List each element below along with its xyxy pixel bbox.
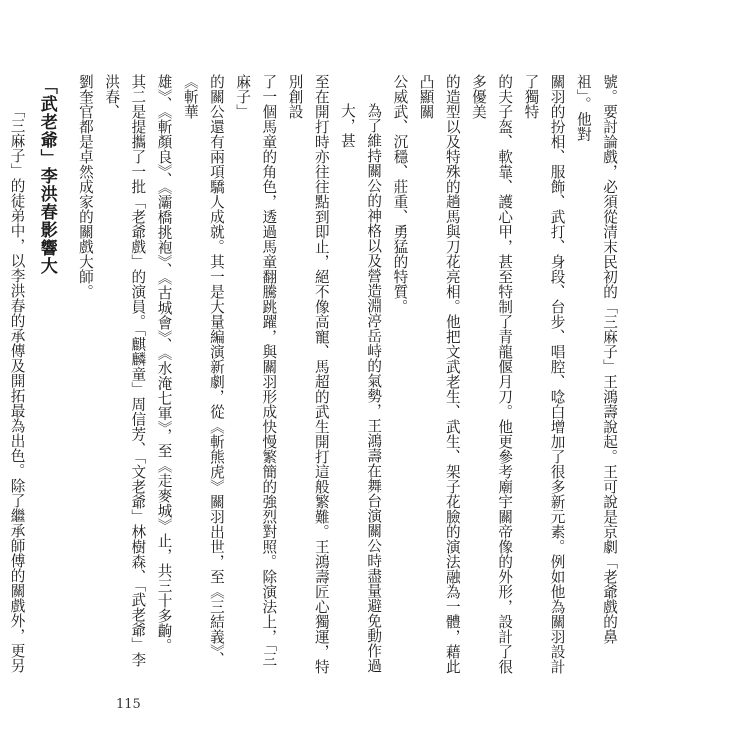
text-column: 的關公還有兩項驕人成就。其一是大量編演新劇，從《斬熊虎》關羽出世，至《三結義》、《斬華 [181, 74, 225, 667]
page-number: 115 [116, 697, 141, 712]
text-column: 劉奎官都是卓然成家的關戲大師。 [76, 74, 94, 299]
section-spacer [66, 74, 72, 674]
paragraph-1 [386, 74, 622, 674]
paragraph-2 [72, 74, 386, 674]
text-column: 號。要討論戲，必須從清末民初的「三麻子」王鴻壽說起。王可說是京劇「老爺戲的鼻祖」。他對 [574, 74, 618, 644]
text-column: 雄》、《斬顏良》、《灞橋挑袍》、《古城會》、《水淹七軍》，至《走麥城》止，共三十多齣。 [155, 74, 173, 654]
text-column: 了一個馬童的角色，透過馬童翻騰跳躍，與關羽形成快慢繁簡的強烈對照。除演法上，「三麻子」 [234, 74, 278, 667]
text-column: 的造型以及特殊的趟馬與刀花亮相。他把文武老生、武生、架子花臉的演法融為一體，藉此凸顯關 [417, 74, 461, 674]
text-column: 為了維持關公的神格以及營造淵渟岳峙的氣勢，王鴻壽在舞台演關公時盡量避免動作過大，甚 [338, 103, 383, 674]
section-heading: 「武老爺」李洪春影響大 [36, 77, 57, 276]
text-column: 至在開打時亦往往點到即止，絕不像高寵、馬超的武生開打這般繁難。王鴻壽匠心獨運，特別創設 [286, 74, 330, 674]
text-column: 「三麻子」的徒弟中，以李洪春的承傳及開拓最為出色。除了繼承師傅的關戲外，更另 [8, 103, 26, 674]
vertical-text-block [0, 74, 622, 674]
paragraph-3 [0, 74, 30, 674]
text-column: 公威武、沉穩、莊重、勇猛的特質。 [391, 74, 409, 314]
text-column: 關羽的扮相、服飾、武打、身段、台步、唱腔、唸白增加了很多新元素。例如他為關羽設計了獨特 [522, 74, 566, 674]
text-column: 的夫子盔、軟靠、護心甲，甚至特制了青龍偃月刀。他更參考廟宇關帝像的外形，設計了很多優美 [469, 74, 514, 674]
text-column: 其二是提攜了一批「老爺戲」的演員。「麒麟童」周信芳、「文老爺」林樹森、「武老爺」李洪春、 [103, 74, 147, 668]
